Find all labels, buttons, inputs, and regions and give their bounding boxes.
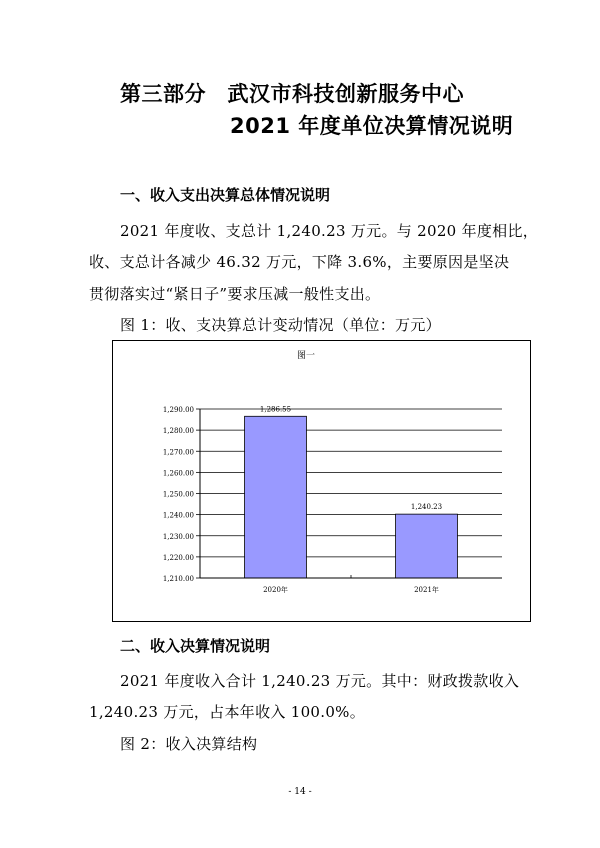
chart-y-tick-label: 1,260.00 — [162, 469, 194, 478]
page-title-line2: 2021 年度单位决算情况说明 — [230, 114, 514, 138]
chart-bar — [245, 416, 307, 578]
chart-y-tick-label: 1,290.00 — [162, 406, 194, 414]
section1-paragraph-line1: 2021 年度收、支总计 1,240.23 万元。与 2020 年度相比， — [120, 222, 539, 240]
chart-bar — [396, 514, 458, 578]
section2-heading: 二、收入决算情况说明 — [120, 637, 271, 655]
chart-x-tick-labels — [263, 585, 439, 594]
section2-paragraph-line1: 2021 年度收入合计 1,240.23 万元。其中：财政拨款收入 — [120, 672, 520, 690]
chart-y-tick-label: 1,270.00 — [162, 448, 194, 457]
chart-y-tick-labels — [163, 406, 194, 583]
chart-y-tick-label: 1,280.00 — [162, 427, 194, 436]
bar-chart — [113, 341, 530, 621]
page-title-line1: 第三部分 武汉市科技创新服务中心 — [120, 82, 464, 106]
section2-paragraph-line2: 1,240.23 万元，占本年收入 100.0%。 — [89, 703, 366, 721]
chart-y-tick-label: 1,230.00 — [162, 532, 194, 541]
chart-data-label: 1,286.55 — [259, 405, 292, 414]
chart-title: 图一 — [296, 351, 316, 361]
figure2-caption: 图 2：收入决算结构 — [120, 735, 258, 753]
chart-y-tick-label: 1,220.00 — [162, 553, 194, 562]
page-number: - 14 - — [288, 787, 312, 797]
chart-y-tick-label: 1,250.00 — [162, 490, 194, 499]
section1-paragraph-line3: 贯彻落实过“紧日子”要求压减一般性支出。 — [89, 285, 381, 303]
chart-bars — [245, 416, 458, 578]
figure1-caption: 图 1：收、支决算总计变动情况（单位：万元） — [120, 316, 441, 334]
section1-heading: 一、收入支出决算总体情况说明 — [120, 186, 331, 204]
chart-data-label: 1,240.23 — [410, 503, 443, 512]
figure1-chart — [112, 340, 531, 622]
chart-x-tick-label: 2021年 — [414, 586, 439, 594]
chart-y-tick-label: 1,240.00 — [162, 511, 194, 520]
chart-y-tick-label: 1,210.00 — [162, 575, 194, 583]
chart-x-tick-label: 2020年 — [263, 586, 288, 594]
section1-paragraph-line2: 收、支总计各减少 46.32 万元，下降 3.6%，主要原因是坚决 — [89, 253, 510, 271]
